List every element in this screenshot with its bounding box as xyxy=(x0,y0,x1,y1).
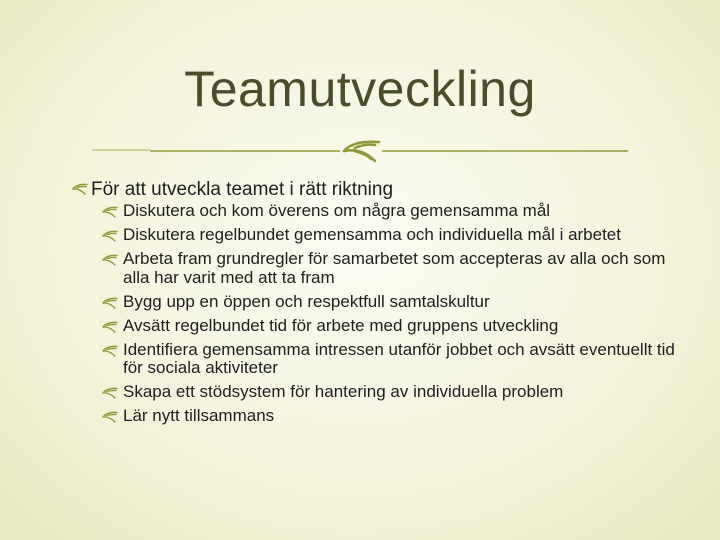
main-bullet xyxy=(72,178,672,201)
leaf-ornament-icon xyxy=(344,142,379,161)
list-item-text: Lär nytt tillsammans xyxy=(123,406,275,425)
leaf-bullet-icon xyxy=(102,206,118,218)
list-item-text: Identifiera gemensamma intressen utanför jobbet och avsätt eventuellt tid för sociala aktiviteter xyxy=(123,339,675,377)
list-item xyxy=(72,226,683,245)
list-item xyxy=(72,293,683,312)
list-item-text: Diskutera regelbundet gemensamma och individuella mål i arbetet xyxy=(123,225,621,244)
leaf-bullet-icon xyxy=(72,183,88,195)
list-item xyxy=(72,341,683,378)
leaf-bullet-icon xyxy=(102,230,118,242)
list-item xyxy=(72,250,683,287)
main-bullet-text: För att utveckla teamet i rätt riktning xyxy=(91,179,394,200)
leaf-bullet-icon xyxy=(102,411,118,423)
leaf-bullet-icon xyxy=(102,254,118,266)
list-item-text: Skapa ett stödsystem för hantering av individuella problem xyxy=(123,382,564,401)
slide-title: Teamutveckling xyxy=(184,61,536,117)
list-item xyxy=(72,202,683,221)
bullet-list xyxy=(72,178,675,431)
sub-bullet-list xyxy=(72,201,675,426)
title-divider xyxy=(0,0,720,180)
list-item-text: Arbeta fram grundregler för samarbetet som accepteras av alla och som alla har varit med att ta fram xyxy=(123,249,666,287)
list-item-text: Bygg upp en öppen och respektfull samtalskultur xyxy=(123,291,490,311)
leaf-bullet-icon xyxy=(102,345,118,357)
leaf-bullet-icon xyxy=(102,297,118,309)
list-item-text: Avsätt regelbundet tid för arbete med gruppens utveckling xyxy=(123,315,559,335)
list-item xyxy=(72,383,683,402)
leaf-bullet-icon xyxy=(102,321,118,333)
list-item xyxy=(72,407,683,426)
leaf-bullet-icon xyxy=(102,387,118,399)
list-item xyxy=(72,317,683,336)
list-item-text: Diskutera och kom överens om några gemensamma mål xyxy=(123,201,551,220)
